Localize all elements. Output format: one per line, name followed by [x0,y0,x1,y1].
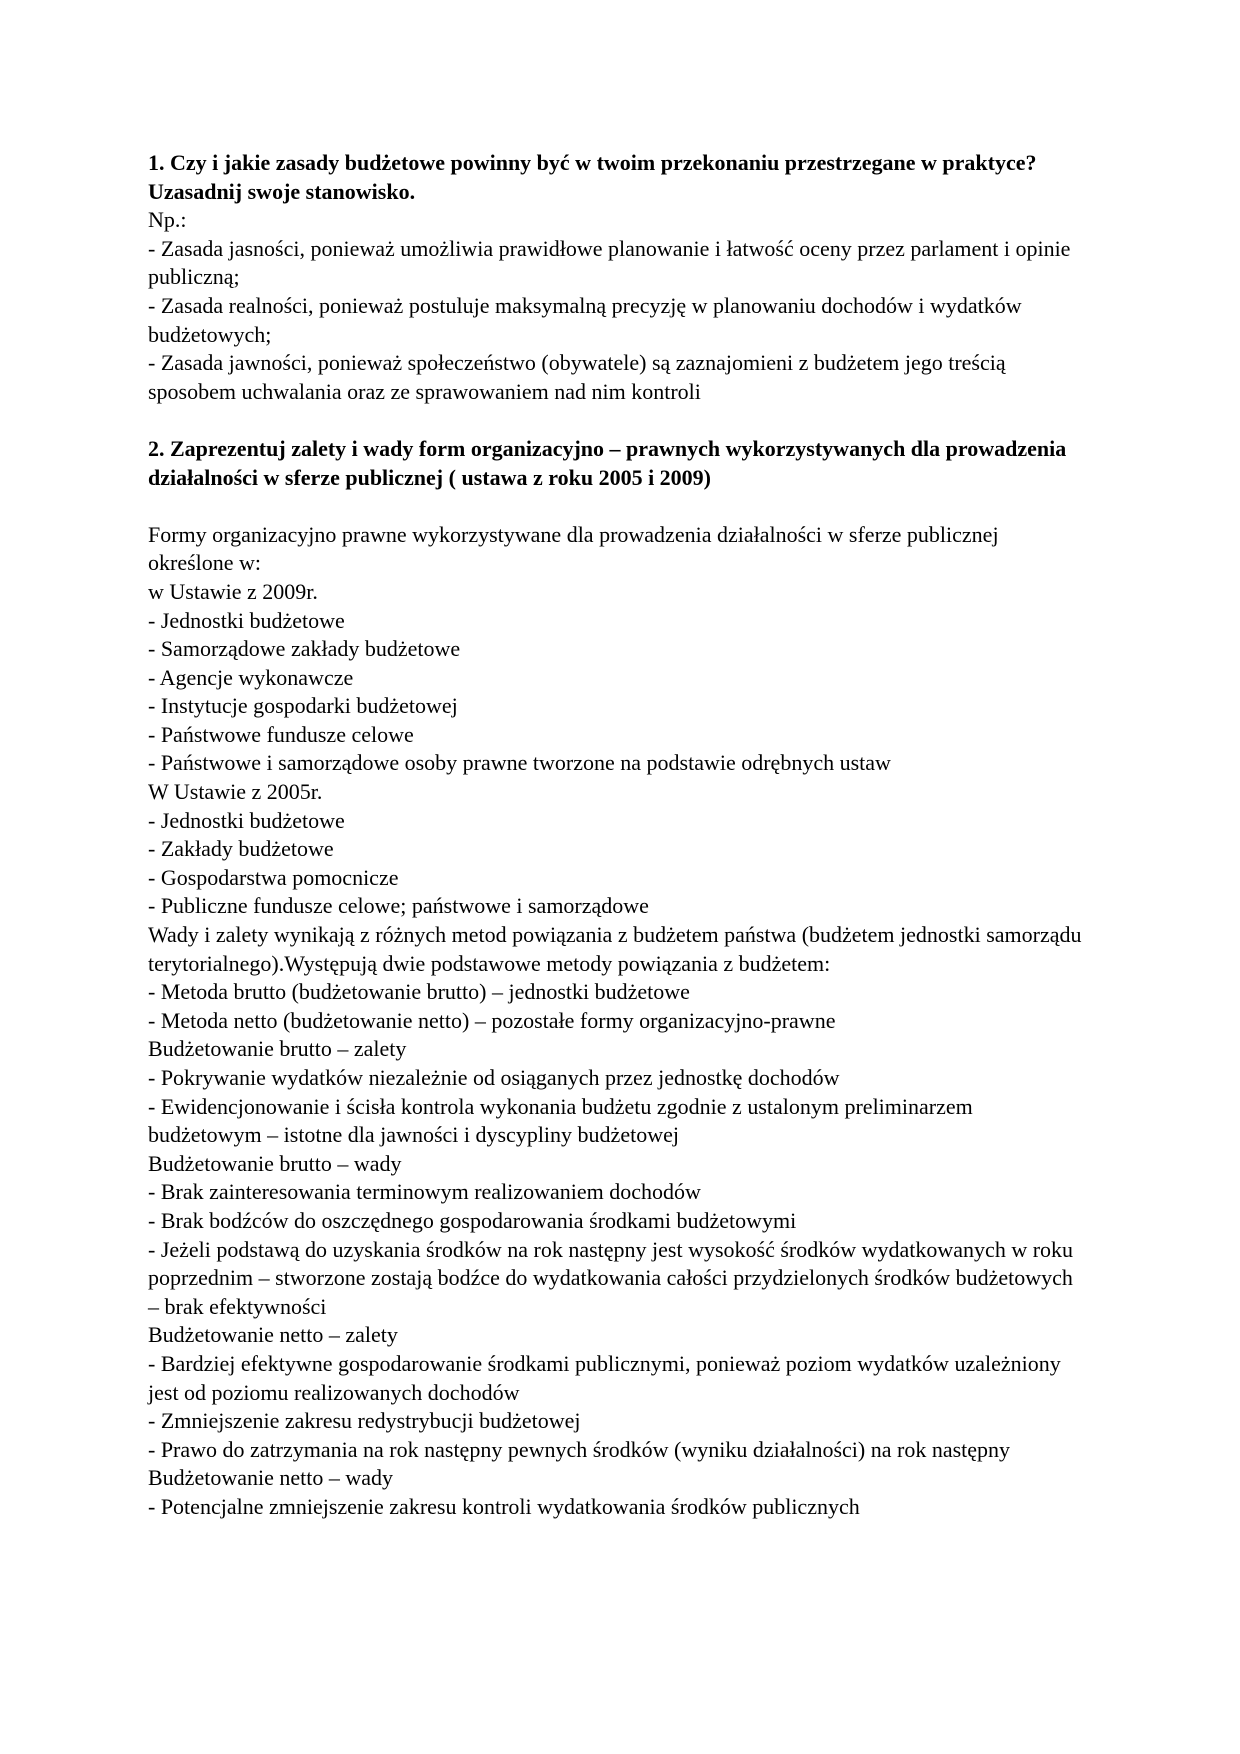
list-item: - Zasada realności, ponieważ postuluje maksymalną precyzję w planowaniu dochodów i wydatków budżetowych; [148,292,1028,347]
act-2005-label: W Ustawie z 2005r. [148,779,323,805]
list-item: - Ewidencjonowanie i ścisła kontrola wykonania budżetu zgodnie z ustalonym preliminarzem budżetowym – istotne dla jawności i dyscypliny budżetowej [148,1093,979,1148]
methods-intro: Wady i zalety wynikają z różnych metod powiązania z budżetem państwa (budżetem jednostki samorządu terytorialnego).Występują dwie podstawowe metody powiązania z budżetem: [148,922,1087,976]
paragraph-spacer [148,406,1088,435]
list-item: - Zmniejszenie zakresu redystrybucji budżetowej [148,1408,581,1434]
list-item: - Gospodarstwa pomocnicze [148,864,399,890]
section-1-heading: 1. Czy i jakie zasady budżetowe powinny być w twoim przekonaniu przestrzegane w praktyce? Uzasadnij swoje stanowisko. [148,150,1037,204]
list-item: - Metoda brutto (budżetowanie brutto) – jednostki budżetowe [148,979,690,1005]
list-item: - Jednostki budżetowe [148,607,345,633]
netto-cons-label: Budżetowanie netto – wady [148,1465,393,1491]
section-2-intro: Formy organizacyjno prawne wykorzystywane dla prowadzenia działalności w sferze publicznej określone w: [148,521,1005,576]
list-item: - Agencje wykonawcze [148,664,354,690]
list-item: - Metoda netto (budżetowanie netto) – pozostałe formy organizacyjno-prawne [148,1007,836,1033]
list-item: - Bardziej efektywne gospodarowanie środkami publicznymi, ponieważ poziom wydatków uzależniony jest od poziomu realizowanych dochodów [148,1350,1067,1405]
paragraph-spacer [148,492,1088,521]
list-item: - Prawo do zatrzymania na rok następny pewnych środków (wyniku działalności) na rok następny [148,1436,1011,1462]
list-item: - Państwowe i samorządowe osoby prawne tworzone na podstawie odrębnych ustaw [148,750,891,776]
list-item: - Pokrywanie wydatków niezależnie od osiąganych przez jednostkę dochodów [148,1065,840,1090]
list-item: - Państwowe fundusze celowe [148,721,414,747]
list-item: - Zasada jasności, ponieważ umożliwia prawidłowe planowanie i łatwość oceny przez parlament i opinie publiczną; [148,235,1076,290]
brutto-pros-label: Budżetowanie brutto – zalety [148,1036,407,1062]
list-item: - Instytucje gospodarki budżetowej [148,693,458,719]
document-page [148,149,1088,1522]
section-2-heading: 2. Zaprezentuj zalety i wady form organizacyjno – prawnych wykorzystywanych dla prowadzenia działalności w sferze publicznej ( ustawa z roku 2005 i 2009) [148,435,1067,490]
list-item: - Jeżeli podstawą do uzyskania środków na rok następny jest wysokość środków wydatkowanych w roku poprzednim – stworzone zostają bodźce do wydatkowania całości przydzielonych środków budżetowych – brak efektywności [148,1236,1079,1319]
list-item: - Samorządowe zakłady budżetowe [148,636,461,662]
netto-pros-label: Budżetowanie netto – zalety [148,1322,398,1348]
list-item: - Brak bodźców do oszczędnego gospodarowania środkami budżetowymi [148,1207,797,1233]
list-item: - Jednostki budżetowe [148,807,345,833]
list-item: - Brak zainteresowania terminowym realizowaniem dochodów [148,1179,701,1205]
list-item: - Zasada jawności, ponieważ społeczeństwo (obywatele) są zaznajomieni z budżetem jego treścią sposobem uchwalania oraz ze sprawowaniem nad nim kontroli [148,350,1012,404]
list-item: - Potencjalne zmniejszenie zakresu kontroli wydatkowania środków publicznych [148,1493,860,1519]
act-2009-label: w Ustawie z 2009r. [148,578,318,604]
list-item: - Zakłady budżetowe [148,836,334,862]
brutto-cons-label: Budżetowanie brutto – wady [148,1150,402,1176]
list-item: - Publiczne fundusze celowe; państwowe i samorządowe [148,893,649,919]
section-1-intro: Np.: [148,207,187,233]
